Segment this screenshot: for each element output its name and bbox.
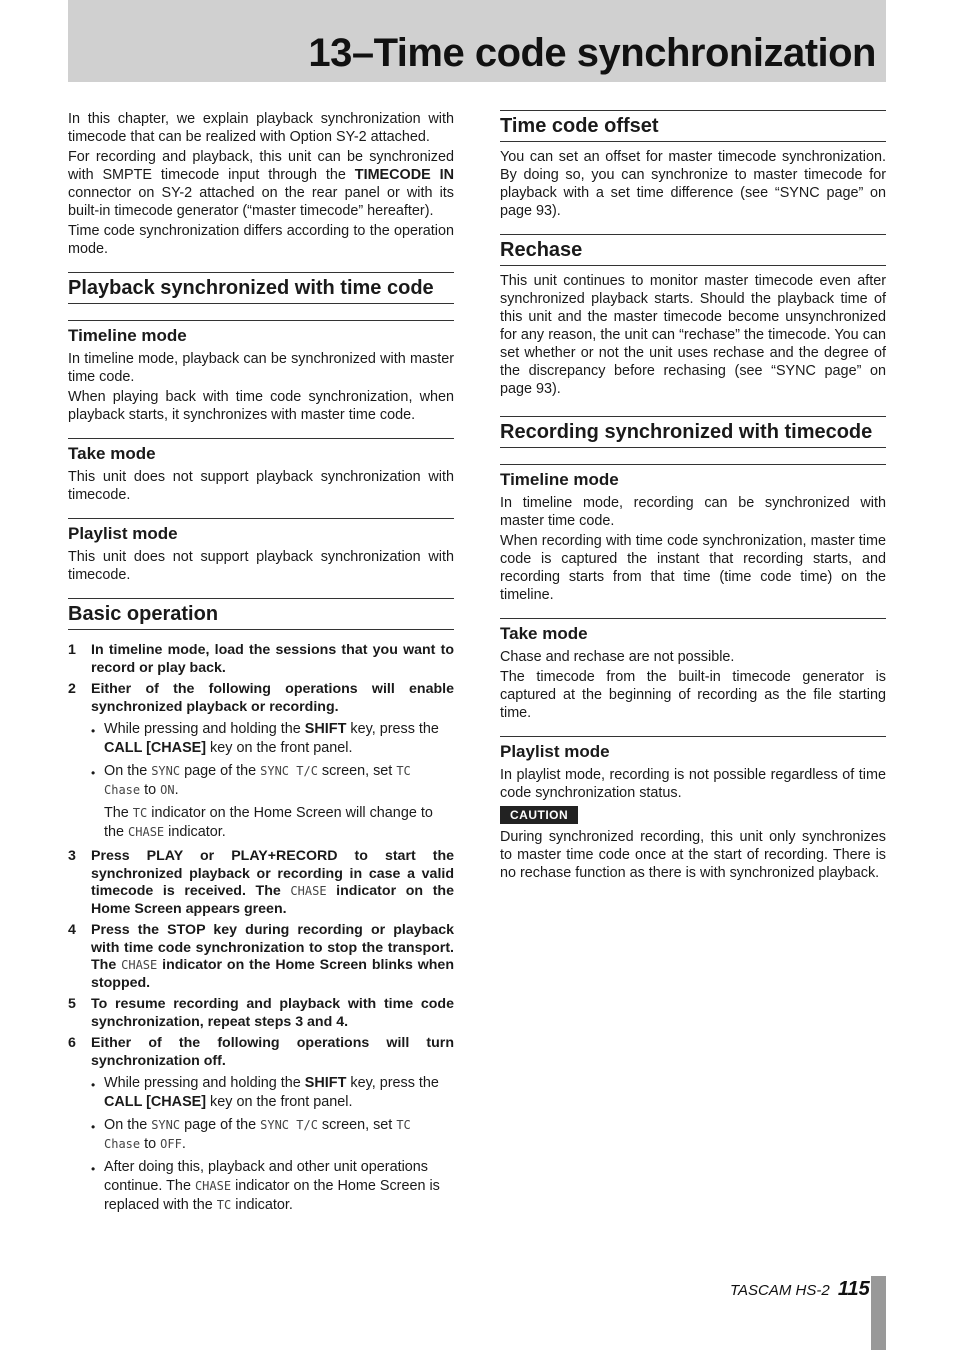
step-3 bbox=[68, 848, 454, 918]
intro-paragraph-2 bbox=[68, 148, 454, 220]
recording-timeline-p1: In timeline mode, recording can be synchronized with master time code. bbox=[500, 495, 886, 529]
right-column bbox=[500, 110, 886, 884]
step-5 bbox=[68, 996, 454, 1031]
bullet-text: On the SYNC page of the SYNC T/C screen, set TC Chase to OFF. bbox=[104, 1117, 411, 1152]
bullet-icon: • bbox=[91, 1078, 96, 1092]
step-number: 3 bbox=[68, 848, 76, 864]
recording-take-p2: The timecode from the built-in timecode generator is captured at the beginning of recording as the file starting time. bbox=[500, 669, 886, 721]
step-6-bullet-1 bbox=[91, 1074, 454, 1112]
product-name: TASCAM HS-2 bbox=[730, 1282, 830, 1299]
playback-timeline-p1: In timeline mode, playback can be synchronized with master time code. bbox=[68, 351, 454, 385]
playback-playlist-p1: This unit does not support playback synchronization with timecode. bbox=[68, 549, 454, 583]
step-text: Either of the following operations will enable synchronized playback or recording. bbox=[91, 681, 454, 715]
recording-playlist-p2: During synchronized recording, this unit only synchronizes to master time code once at the start of recording. There is no rechase function as there is with synchronized playback. bbox=[500, 829, 886, 881]
timecode-in-label: TIMECODE IN bbox=[354, 167, 454, 183]
intro-text: connector on SY-2 attached on the rear panel or with its built-in timecode generator (“master timecode” hereafter). bbox=[68, 185, 454, 219]
bullet-text: On the SYNC page of the SYNC T/C screen, set TC Chase to ON. bbox=[104, 763, 411, 798]
subheading-playlist-mode: Playlist mode bbox=[500, 736, 886, 763]
bullet-icon: • bbox=[91, 766, 96, 780]
step-number: 5 bbox=[68, 996, 76, 1012]
step-text: Either of the following operations will turn synchronization off. bbox=[91, 1035, 454, 1069]
section-heading-rechase: Rechase bbox=[500, 234, 886, 266]
step-2-bullet-1 bbox=[91, 720, 454, 758]
section-heading-basic-operation: Basic operation bbox=[68, 598, 454, 630]
step-2 bbox=[68, 681, 454, 716]
section-heading-time-code-offset: Time code offset bbox=[500, 110, 886, 142]
caution-badge: CAUTION bbox=[500, 806, 578, 824]
step-number: 4 bbox=[68, 922, 76, 938]
bullet-icon: • bbox=[91, 724, 96, 738]
offset-paragraph: You can set an offset for master timecode synchronization. By doing so, you can synchronize to master timecode for playback with a set time difference (see “SYNC page” on page 93). bbox=[500, 149, 886, 219]
chapter-title: 13–Time code synchronization bbox=[308, 31, 876, 75]
step-6-bullet-3 bbox=[91, 1158, 454, 1215]
section-heading-playback: Playback synchronized with time code bbox=[68, 272, 454, 304]
step-6 bbox=[68, 1035, 454, 1070]
step-2-bullet-2 bbox=[91, 762, 454, 800]
step-6-bullet-2 bbox=[91, 1116, 454, 1154]
page-number: 115 bbox=[837, 1278, 870, 1300]
step-2-note: The TC indicator on the Home Screen will change to the CHASE indicator. bbox=[104, 805, 433, 840]
step-4 bbox=[68, 922, 454, 992]
recording-timeline-p2: When recording with time code synchronization, master time code is captured the instant that recording starts, and recording starts from that time (time code time) on the timeline. bbox=[500, 533, 886, 603]
step-text: To resume recording and playback with time code synchronization, repeat steps 3 and 4. bbox=[91, 996, 454, 1030]
playback-timeline-p2: When playing back with time code synchronization, when playback starts, it synchronizes with master time code. bbox=[68, 389, 454, 423]
step-1 bbox=[68, 642, 454, 677]
subheading-timeline-mode: Timeline mode bbox=[500, 464, 886, 491]
playback-take-p1: This unit does not support playback synchronization with timecode. bbox=[68, 469, 454, 503]
recording-playlist-p1: In playlist mode, recording is not possible regardless of time code synchronization status. bbox=[500, 767, 886, 801]
bullet-text: While pressing and holding the SHIFT key, press the CALL [CHASE] key on the front panel. bbox=[104, 721, 439, 756]
subheading-playlist-mode: Playlist mode bbox=[68, 518, 454, 545]
subheading-timeline-mode: Timeline mode bbox=[68, 320, 454, 347]
bullet-icon: • bbox=[91, 1120, 96, 1134]
bullet-text: While pressing and holding the SHIFT key, press the CALL [CHASE] key on the front panel. bbox=[104, 1075, 439, 1110]
subheading-take-mode: Take mode bbox=[68, 438, 454, 465]
intro-paragraph-1: In this chapter, we explain playback synchronization with timecode that can be realized with Option SY-2 attached. bbox=[68, 111, 454, 145]
step-number: 6 bbox=[68, 1035, 76, 1051]
left-column bbox=[68, 110, 454, 1219]
section-heading-recording: Recording synchronized with timecode bbox=[500, 416, 886, 448]
subheading-take-mode: Take mode bbox=[500, 618, 886, 645]
bullet-icon: • bbox=[91, 1162, 96, 1176]
step-number: 1 bbox=[68, 642, 76, 658]
step-text: Press PLAY or PLAY+RECORD to start the synchronized playback or recording in case a valid timecode is received. The CHASE indicator on the Home Screen appears green. bbox=[91, 848, 454, 917]
footer-tab-bar bbox=[871, 1276, 886, 1350]
step-number: 2 bbox=[68, 681, 76, 697]
step-text: Press the STOP key during recording or playback with time code synchronization to stop the transport. The CHASE indicator on the Home Screen blinks when stopped. bbox=[91, 922, 454, 991]
intro-paragraph-3: Time code synchronization differs according to the operation mode. bbox=[68, 223, 454, 257]
recording-take-p1: Chase and rechase are not possible. bbox=[500, 649, 735, 665]
page-footer bbox=[730, 1278, 870, 1301]
bullet-text: After doing this, playback and other unit operations continue. The CHASE indicator on the Home Screen is replaced with the TC indicator. bbox=[104, 1159, 440, 1213]
rechase-paragraph: This unit continues to monitor master timecode even after synchronized playback starts. Should the playback time of this unit and the master timecode become unsynchronized for any reason, the unit can “rechase” the timecode. You can set whether or not the unit uses rechase and the degree of the discrepancy before rechasing (see “SYNC page” on page 93). bbox=[500, 273, 886, 397]
intro-text: For recording and playback, this unit can be synchronized with SMPTE timecode input through the bbox=[68, 149, 454, 183]
step-text: In timeline mode, load the sessions that you want to record or play back. bbox=[91, 642, 454, 676]
chapter-header-band bbox=[68, 0, 886, 82]
